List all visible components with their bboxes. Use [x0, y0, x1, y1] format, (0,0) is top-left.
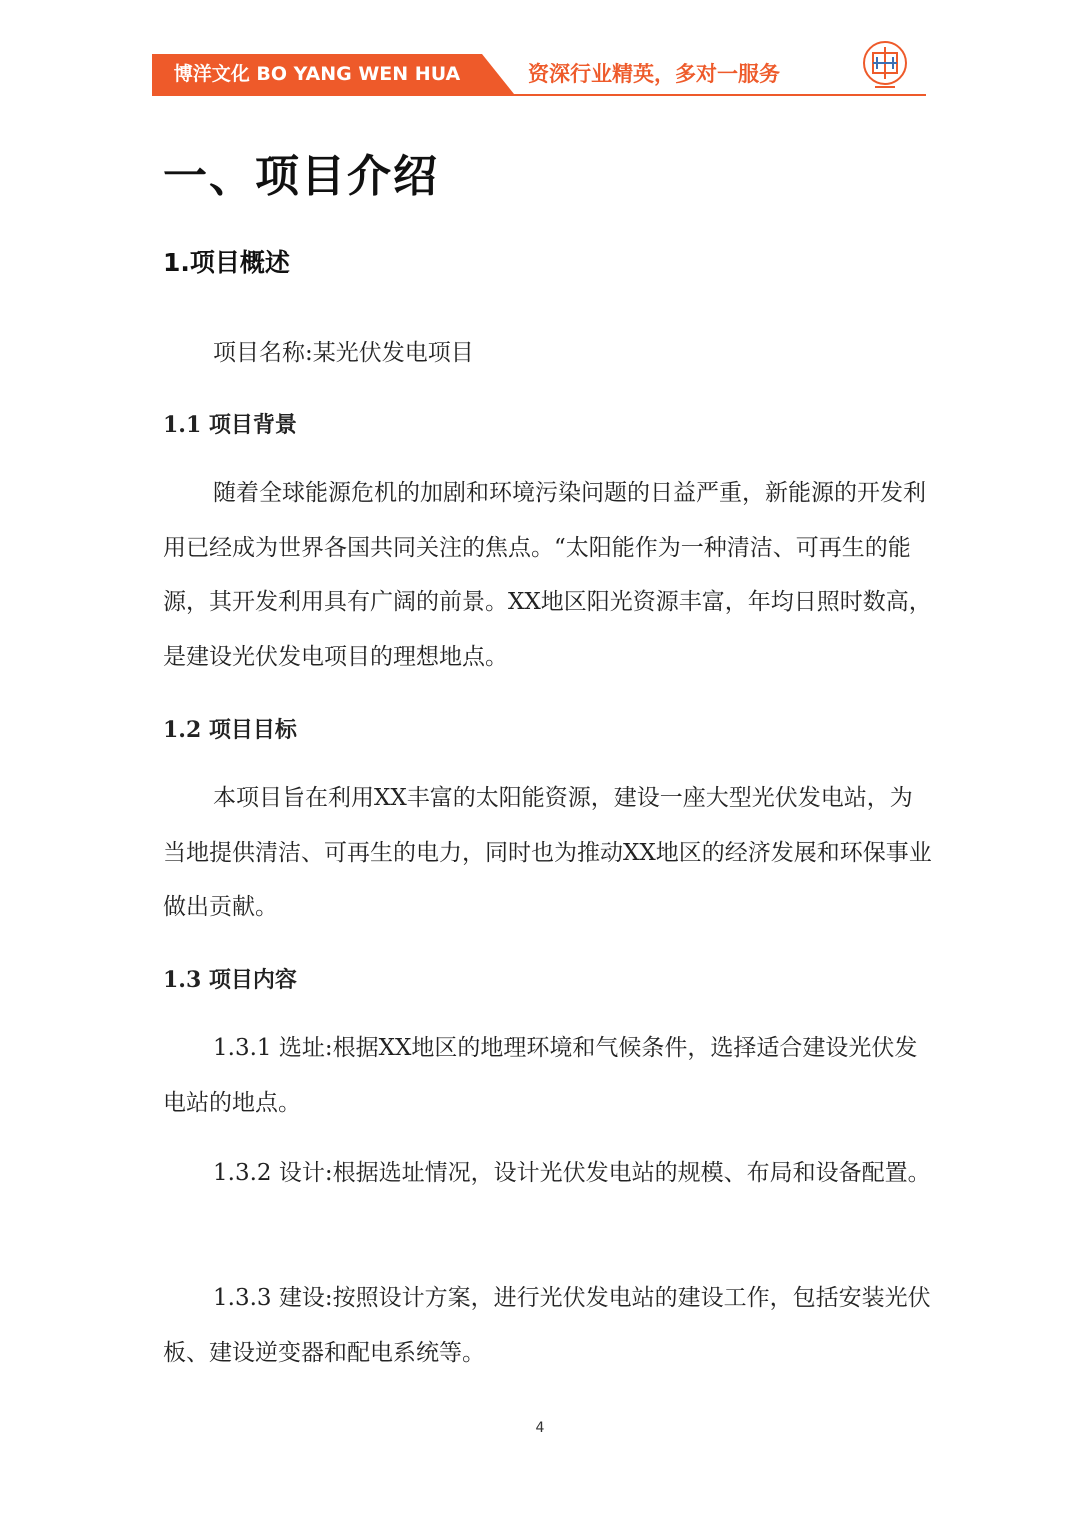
project-name-line: 项目名称:某光伏发电项目: [213, 340, 474, 366]
paragraph-background: 随着全球能源危机的加剧和环境污染问题的日益严重，新能源的开发利用已经成为世界各国共同关注的焦点。“太阳能作为一种清洁、可再生的能源，其开发利用具有广阔的前景。XX地区阳光资源丰富，年均日照时数高，是建设光伏发电项目的理想地点。: [163, 480, 932, 670]
page-number: 4: [535, 1420, 545, 1436]
boyang-seal-icon: [861, 39, 909, 91]
page-header: [152, 54, 926, 96]
subsection-title-goals: 1.2 项目目标: [163, 717, 297, 743]
paragraph-construction: 1.3.3 建设:按照设计方案，进行光伏发电站的建设工作，包括安装光伏板、建设逆变器和配电系统等。: [163, 1285, 931, 1366]
chapter-title: 一、项目介绍: [163, 151, 439, 202]
paragraph-design: 1.3.2 设计:根据选址情况，设计光伏发电站的规模、布局和设备配置。: [213, 1160, 931, 1186]
header-rule: [152, 94, 926, 96]
paragraph-site-selection: 1.3.1 选址:根据XX地区的地理环境和气候条件，选择适合建设光伏发电站的地点。: [163, 1035, 918, 1116]
paragraph-goals: 本项目旨在利用XX丰富的太阳能资源，建设一座大型光伏发电站，为当地提供清洁、可再生的电力，同时也为推动XX地区的经济发展和环保事业做出贡献。: [163, 785, 932, 920]
subsection-title-background: 1.1 项目背景: [163, 412, 297, 438]
section-title: 1.项目概述: [163, 248, 290, 277]
subsection-title-content: 1.3 项目内容: [163, 967, 297, 993]
header-slogan: 资深行业精英，多对一服务: [528, 62, 780, 86]
brand-name: 博洋文化 BO YANG WEN HUA: [173, 63, 461, 85]
